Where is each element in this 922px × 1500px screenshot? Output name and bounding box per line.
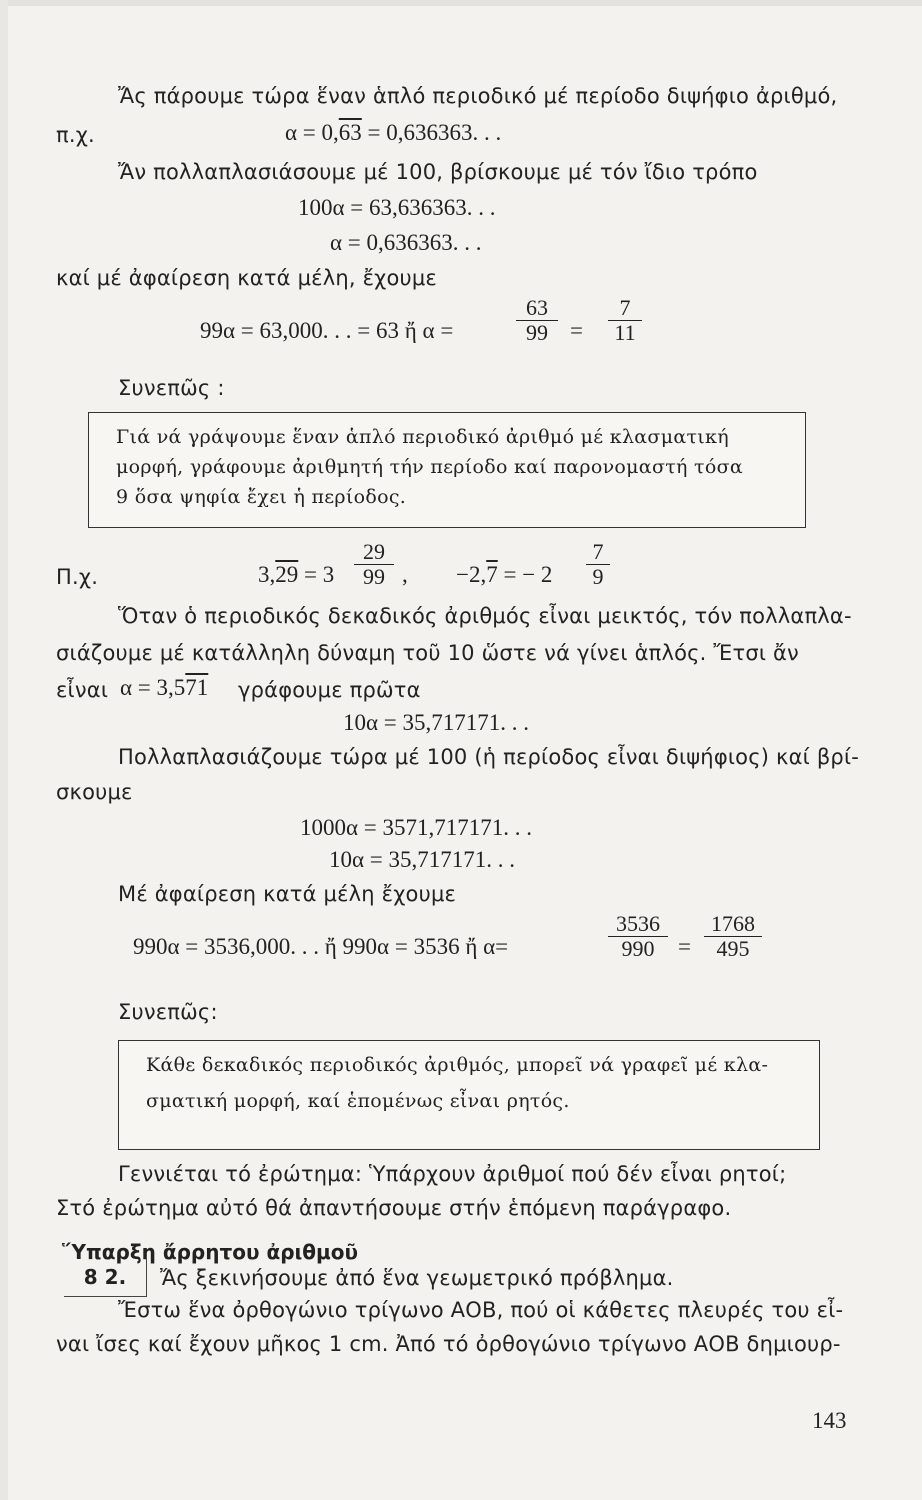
ex1-period: 29 (275, 562, 299, 587)
fraction-29-99 (354, 540, 394, 589)
ex1-part-a: 3, (258, 562, 276, 587)
example-separator: , (402, 562, 408, 587)
section-number: 8 2. (83, 1265, 127, 1289)
paragraph-geometry-line-1: Ἄς ξεκινήσουμε ἀπό ἕνα γεωμετρικό πρόβλημα. (160, 1266, 674, 1290)
fraction-numerator: 29 (354, 540, 394, 565)
paragraph-multiply-100-line-2: σκουμε (56, 780, 133, 804)
section-number-box (64, 1258, 147, 1297)
equation-99a: 99α = 63,000. . . = 63 ἤ α = (200, 318, 454, 343)
equation-10a: 10α = 35,717171. . . (343, 710, 530, 735)
equation-10a-second: 10α = 35,717171. . . (329, 847, 516, 872)
paragraph-subtract: καί μέ ἀφαίρεση κατά μέλη, ἔχουμε (56, 266, 437, 290)
example-label: π.χ. (56, 123, 95, 147)
equals-sign: = (570, 318, 583, 343)
conclusion-label-2: Συνεπῶς: (118, 1000, 218, 1024)
eq1-part-a: α = 0, (285, 120, 339, 145)
fraction-7-9 (586, 540, 610, 589)
eq1-part-c: = 0,636363. . . (361, 120, 502, 145)
equation-990a: 990α = 3536,000. . . ἤ 990α = 3536 ἤ α= (133, 934, 509, 959)
paragraph-geometry-line-2: Ἔστω ἕνα ὀρθογώνιο τρίγωνο ΑΟΒ, πού οἱ κάθετες πλευρές του εἶ- (118, 1298, 844, 1322)
section-heading: Ὕπαρξη ἄρρητου ἀριθμοῦ (62, 1240, 359, 1264)
equation-a: α = 0,636363. . . (330, 230, 482, 255)
rule-box-line-3: 9 ὅσα ψηφία ἔχει ἡ περίοδος. (116, 486, 407, 508)
fraction-numerator: 7 (586, 540, 610, 565)
fraction-numerator: 3536 (608, 912, 668, 937)
equation-100a: 100α = 63,636363. . . (298, 195, 496, 220)
paragraph-mixed-line-2: σιάζουμε μέ κατάλληλη δύναμη τοῦ 10 ὥστε νά γίνει ἁπλός. Ἔτσι ἄν (56, 641, 799, 665)
fraction-3536-990 (608, 912, 668, 961)
eq1-period: 63 (338, 120, 362, 145)
paragraph-question-line-2: Στό ἐρώτημα αὐτό θά ἀπαντήσουμε στήν ἑπόμενη παράγραφο. (56, 1196, 732, 1220)
example-label-2: Π.χ. (56, 565, 99, 589)
equals-sign-2: = (678, 934, 691, 959)
fraction-denominator: 99 (363, 564, 385, 589)
equation-1000a: 1000α = 3571,717171. . . (300, 815, 533, 840)
equation-3-571 (120, 675, 208, 701)
rule-box-rational-line-2: σματική μορφή, καί ἑπομένως εἶναι ρητός. (146, 1090, 570, 1112)
conclusion-label-1: Συνεπῶς : (118, 376, 225, 400)
paragraph-intro: Ἄς πάρουμε τώρα ἕναν ἁπλό περιοδικό μέ περίοδο διψήφιο ἀριθμό, (118, 84, 838, 108)
ex2-part-a: −2, (456, 562, 487, 587)
page-left-edge (0, 0, 8, 1500)
fraction-denominator: 990 (621, 936, 655, 961)
paragraph-multiply: Ἄν πολλαπλασιάσουμε μέ 100, βρίσκουμε μέ τόν ἴδιο τρόπο (118, 160, 758, 184)
example-minus-2-7 (456, 562, 552, 588)
fraction-denominator: 99 (526, 320, 548, 345)
paragraph-geometry-line-3: ναι ἴσες καί ἔχουν μῆκος 1 cm. Ἀπό τό ὀρθογώνιο τρίγωνο ΑΟΒ δημιουρ- (56, 1332, 841, 1356)
paragraph-subtract-2: Μέ ἀφαίρεση κατά μέλη ἔχουμε (118, 882, 457, 906)
ex2-part-c: = − 2 (497, 562, 553, 587)
paragraph-mixed-line-1: Ὅταν ὁ περιοδικός δεκαδικός ἀριθμός εἶναι μεικτός, τόν πολλαπλα- (118, 604, 852, 628)
example-3-29 (258, 562, 334, 588)
paragraph-mixed-line-3a: εἶναι (56, 678, 109, 702)
fraction-7-11 (608, 296, 642, 345)
fraction-numerator: 1768 (704, 912, 762, 937)
fraction-numerator: 63 (516, 296, 558, 321)
rule-box-line-2: μορφή, γράφουμε ἀριθμητή τήν περίοδο καί παρονομαστή τόσα (116, 456, 743, 478)
page-number: 143 (812, 1408, 847, 1433)
equation-periodic-063 (285, 120, 501, 146)
eq-3-571-part-a: α = 3,5 (120, 675, 186, 700)
page-top-edge (0, 0, 922, 6)
paragraph-question-line-1: Γεννιέται τό ἐρώτημα: Ὑπάρχουν ἀριθμοί πού δέν εἶναι ρητοί; (118, 1162, 787, 1186)
fraction-63-99 (516, 296, 558, 345)
fraction-1768-495 (704, 912, 762, 961)
rule-box-rational-line-1: Κάθε δεκαδικός περιοδικός ἀριθμός, μπορεῖ νά γραφεῖ μέ κλα- (146, 1054, 769, 1076)
fraction-numerator: 7 (608, 296, 642, 321)
paragraph-multiply-100-line-1: Πολλαπλασιάζουμε τώρα μέ 100 (ἡ περίοδος εἶναι διψήφιος) καί βρί- (118, 745, 860, 769)
ex1-part-c: = 3 (298, 562, 335, 587)
rule-box-line-1: Γιά νά γράψουμε ἕναν ἁπλό περιοδικό ἀριθμό μέ κλασματική (116, 426, 729, 448)
paragraph-mixed-line-3b: γράφουμε πρῶτα (238, 678, 421, 702)
fraction-denominator: 495 (716, 936, 750, 961)
fraction-denominator: 9 (592, 564, 604, 589)
fraction-denominator: 11 (614, 320, 636, 345)
eq-3-571-period: 71 (185, 675, 209, 700)
ex2-period: 7 (486, 562, 498, 587)
